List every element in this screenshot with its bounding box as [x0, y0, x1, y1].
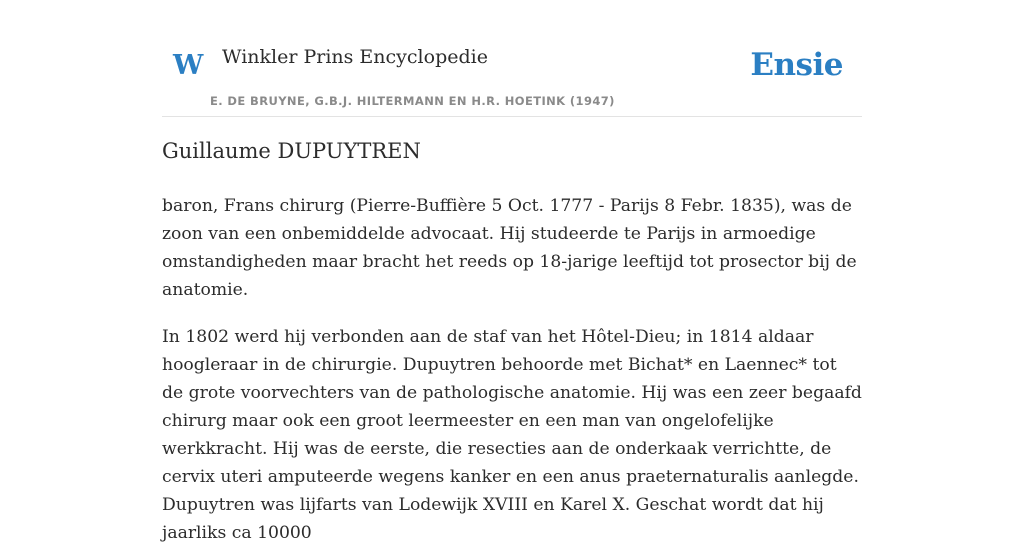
- winkler-prins-logo[interactable]: W: [173, 50, 204, 81]
- encyclopedia-authors: E. DE BRUYNE, G.B.J. HILTERMANN EN H.R. HOETINK (1947): [210, 94, 615, 108]
- encyclopedia-header: [162, 0, 862, 117]
- ensie-logo[interactable]: Ensie: [750, 47, 843, 83]
- article-title: Guillaume DUPUYTREN: [162, 139, 421, 163]
- encyclopedia-title[interactable]: Winkler Prins Encyclopedie: [222, 46, 488, 68]
- article-paragraph: In 1802 werd hij verbonden aan de staf van het Hôtel-Dieu; in 1814 aldaar hoogleraar in de chirurgie. Dupuytren behoorde met Bichat* en Laennec* tot de grote voorvechters van de pathologische anatomie. Hij was een zeer begaafd chirurg maar ook een groot leermeester en een man van ongelofelijke werkkracht. Hij was de eerste, die resecties aan de onderkaak verrichtte, de cervix uteri amputeerde wegens kanker en een anus praeternaturalis aanlegde. Dupuytren was lijfarts van Lodewijk XVIII en Karel X. Geschat wordt dat hij jaarliks ca 10000: [162, 327, 862, 543]
- article-paragraph: baron, Frans chirurg (Pierre-Buffière 5 Oct. 1777 - Parijs 8 Febr. 1835), was de zoon van een onbemiddelde advocaat. Hij studeerde te Parijs in armoedige omstandigheden maar bracht het reeds op 18-jarige leeftijd tot prosector bij de anatomie.: [162, 196, 857, 300]
